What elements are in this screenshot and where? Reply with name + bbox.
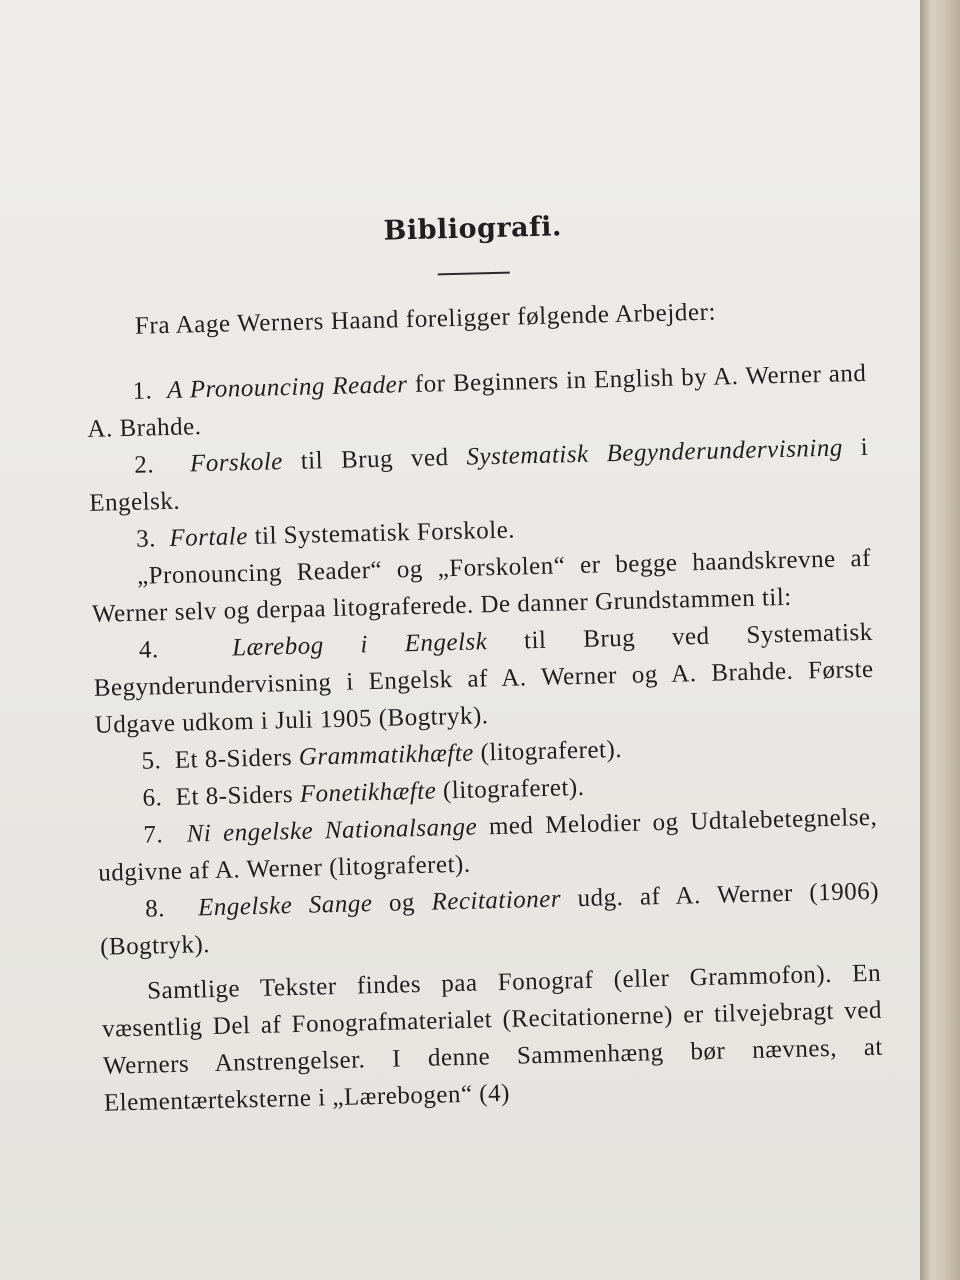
bibliography-item-5: 5. Et 8-Siders Grammatikhæfte (litograferet). bbox=[141, 735, 623, 775]
closing-paragraph: Samtlige Tekster findes paa Fonograf (eller Grammofon). En væsentlig Del af Fonografmaterialet (Recitationerne) er tilvejebragt ved Werners Anstrengelser. I denne Sammenhæng bør nævnes, at Elementærteksterne i „Lærebogen“ (4) bbox=[101, 959, 884, 1117]
bibliography-item-8: 8. Engelske Sange og Recitationer udg. af A. Werner (1906) (Bogtryk). bbox=[99, 877, 880, 961]
page-text bbox=[82, 186, 884, 1122]
bibliography-item-7: 7. Ni engelske Nationalsange med Melodier og Udtalebetegnelse, udgivne af A. Werner (litograferet). bbox=[98, 803, 878, 887]
note-paragraph: „Pronouncing Reader“ og „Forskolen“ er begge haandskrevne af Werner selv og derpaa litograferede. De danner Grundstammen til: bbox=[91, 544, 872, 628]
bibliography-item-6: 6. Et 8-Siders Fonetikhæfte (litograferet). bbox=[142, 773, 585, 812]
bibliography-item-4: 4. Lærebog i Engelsk til Brug ved Systematisk Begynderundervisning i Engelsk af A. Werner og A. Brahde. Første Udgave udkom i Juli 1905 (Bogtryk). bbox=[93, 618, 874, 739]
bibliography-item-3: 3. Fortale til Systematisk Forskole. bbox=[135, 516, 516, 553]
bibliography-item-1: 1. A Pronouncing Reader for Beginners in English by A. Werner and A. Brahde. bbox=[87, 359, 867, 443]
page-title: Bibliografi. bbox=[383, 211, 563, 247]
title-rule bbox=[438, 272, 510, 276]
book-edge bbox=[920, 0, 960, 1280]
bibliography-item-2: 2. Forskole til Brug ved Systematisk Begynderundervisning i Engelsk. bbox=[88, 433, 869, 517]
intro-line: Fra Aage Werners Haand foreligger følgende Arbejder: bbox=[134, 298, 717, 340]
